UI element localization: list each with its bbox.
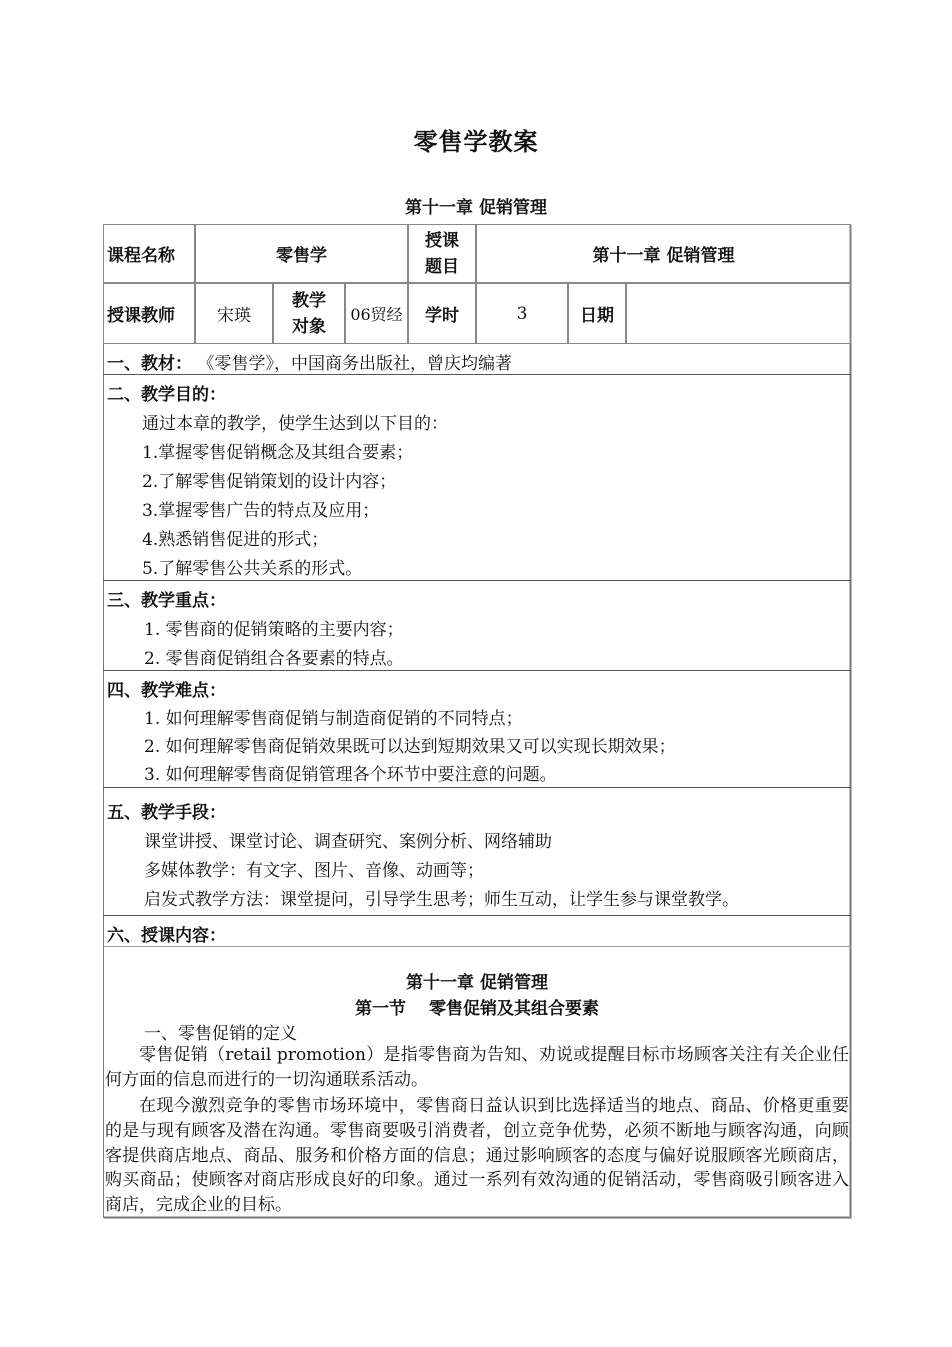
document-title: 零售学教案 [413, 128, 539, 156]
teacher-label: 授课教师 [103, 283, 195, 344]
objective-item: 1.掌握零售促销概念及其组合要素； [142, 443, 414, 463]
row-divider [103, 580, 851, 581]
objective-item: 5.了解零售公共关系的形式。 [142, 559, 363, 579]
topic-label [408, 224, 476, 283]
textbook-text: 《零售学》，中国商务出版社，曾庆均编著 [206, 354, 512, 374]
row-divider [103, 787, 851, 788]
topic-label-line1: 授课 [425, 230, 459, 251]
date-value [626, 283, 851, 344]
objective-item: 2.了解零售促销策划的设计内容； [142, 472, 397, 492]
content-section-title: 第一节 零售促销及其组合要素 [355, 999, 599, 1019]
key-point-item: 1. 零售商的促销策略的主要内容； [144, 620, 404, 640]
topic-label-line2: 题目 [425, 256, 459, 277]
difficulty-item: 2. 如何理解零售商促销效果既可以达到短期效果又可以实现长期效果； [144, 737, 676, 757]
objectives-intro: 通过本章的教学，使学生达到以下目的： [142, 414, 448, 434]
row-divider [103, 670, 851, 671]
textbook-row [107, 349, 512, 374]
hours-value: 3 [476, 283, 568, 344]
audience-value: 06贸经 [345, 283, 408, 344]
teacher-value: 宋瑛 [195, 283, 273, 344]
course-name-value: 零售学 [195, 224, 408, 283]
objectives-heading: 二、教学目的： [107, 385, 226, 405]
course-name-label: 课程名称 [103, 224, 195, 283]
audience-label-line2: 对象 [292, 316, 326, 337]
key-point-item: 2. 零售商促销组合各要素的特点。 [144, 649, 404, 669]
row-divider [103, 946, 851, 947]
chapter-caption: 第十一章 促销管理 [405, 198, 547, 218]
methods-heading: 五、教学手段： [107, 803, 226, 823]
textbook-label: 一、教材： [107, 354, 192, 374]
row-divider [103, 915, 851, 916]
key-points-heading: 三、教学重点： [107, 591, 226, 611]
content-paragraph: 零售促销（retail promotion）是指零售商为告知、劝说或提醒目标市场顾客关注有关企业任何方面的信息而进行的一切沟通联系活动。 [105, 1045, 849, 1090]
content-subheading: 一、零售促销的定义 [144, 1024, 297, 1044]
hours-label: 学时 [408, 283, 476, 344]
objective-item: 3.掌握零售广告的特点及应用； [142, 501, 380, 521]
method-item: 启发式教学方法：课堂提问，引导学生思考；师生互动，让学生参与课堂教学。 [144, 890, 739, 910]
content-paragraph: 在现今激烈竞争的零售市场环境中，零售商日益认识到比选择适当的地点、商品、价格更重要的是与现有顾客及潜在沟通。零售商要吸引消费者，创立竞争优势，必须不断地与顾客沟通，向顾客提供商店地点、商品、服务和价格方面的信息；通过影响顾客的态度与偏好说服顾客光顾商店，购买商品；使顾客对商店形成良好的印象。通过一系列有效沟通的促销活动，零售商吸引顾客进入商店，完成企业的目标。 [105, 1096, 849, 1216]
audience-label [273, 283, 345, 344]
difficulty-item: 1. 如何理解零售商促销与制造商促销的不同特点； [144, 709, 523, 729]
method-item: 多媒体教学：有文字、图片、音像、动画等； [144, 861, 484, 881]
topic-value: 第十一章 促销管理 [476, 224, 851, 283]
difficulties-heading: 四、教学难点： [107, 681, 226, 701]
content-chapter-title: 第十一章 促销管理 [406, 973, 548, 993]
content-heading: 六、授课内容： [107, 926, 226, 946]
row-divider [103, 374, 851, 375]
audience-label-line1: 教学 [292, 290, 326, 311]
date-label: 日期 [568, 283, 626, 344]
method-item: 课堂讲授、课堂讨论、调查研究、案例分析、网络辅助 [144, 832, 552, 852]
objective-item: 4.熟悉销售促进的形式； [142, 530, 329, 550]
difficulty-item: 3. 如何理解零售商促销管理各个环节中要注意的问题。 [144, 765, 557, 785]
